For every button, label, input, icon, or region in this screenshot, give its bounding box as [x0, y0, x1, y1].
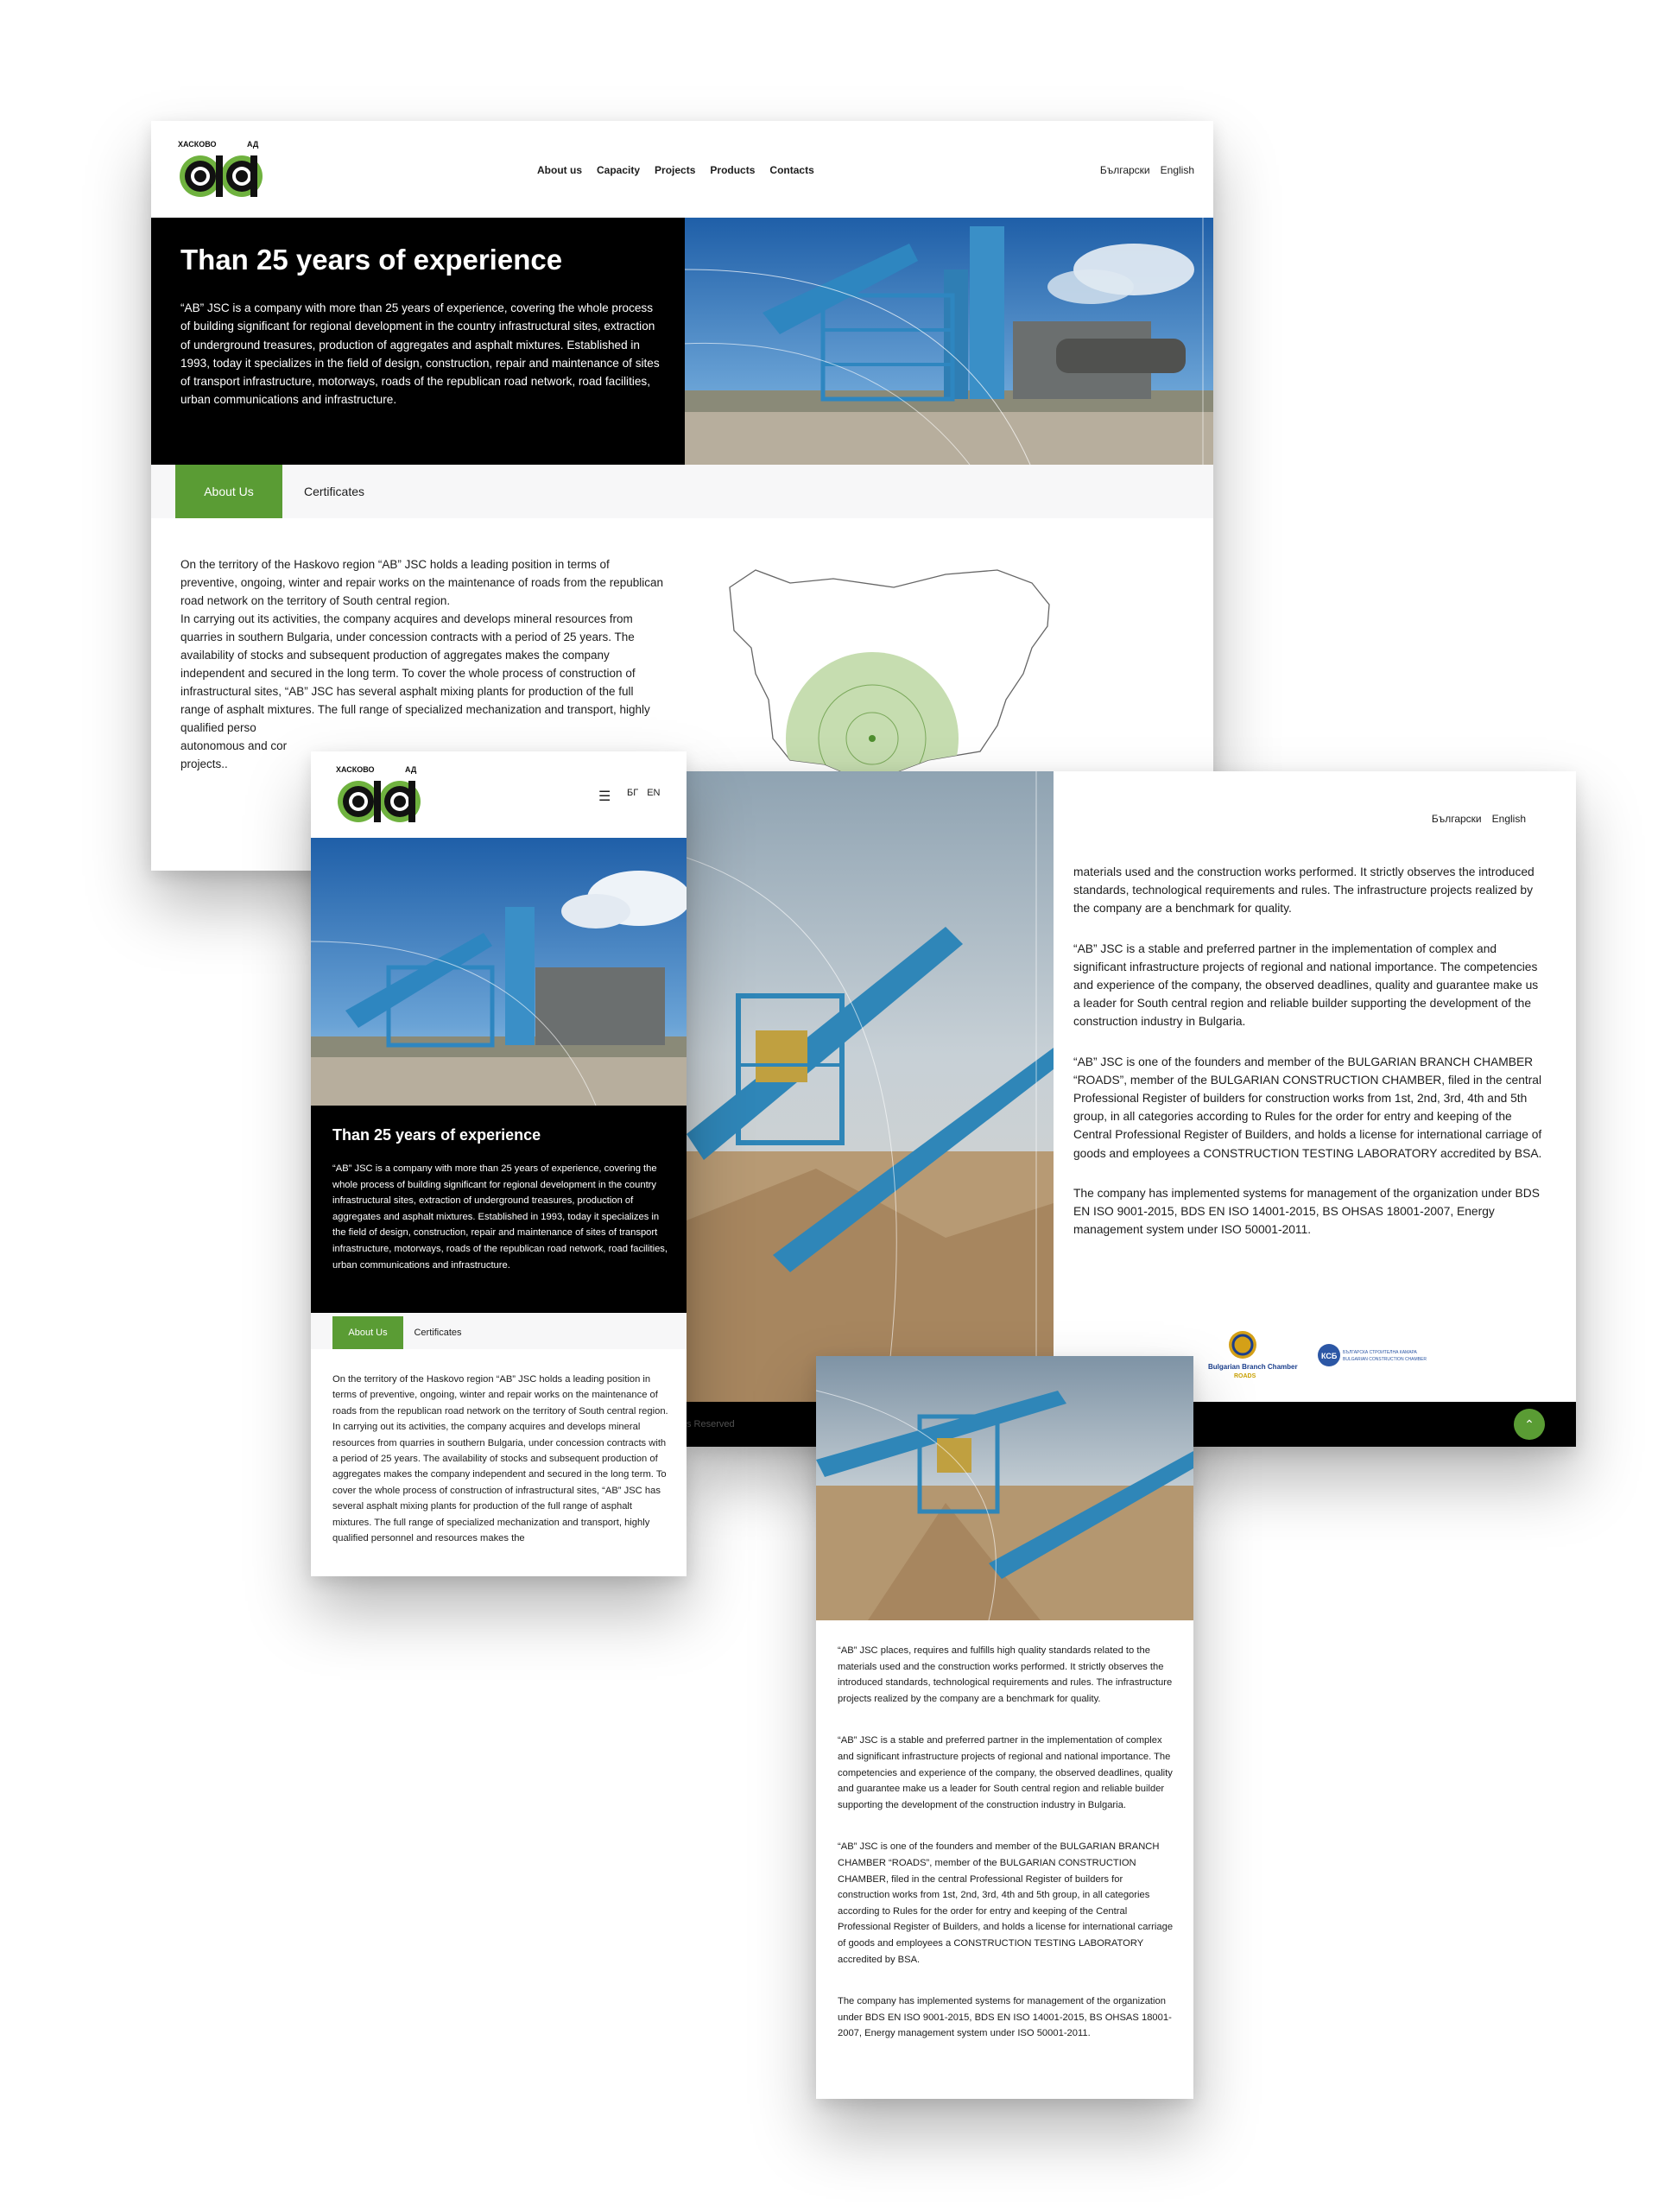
asphalt-plant-photo: [685, 218, 1213, 465]
mobile-header: [311, 751, 687, 838]
crusher-plant-photo: [687, 771, 1054, 1402]
copyright: s Reserved: [687, 1419, 735, 1429]
mobile-page-scrolled: [816, 1356, 1193, 2099]
back-to-top-button[interactable]: [1514, 1409, 1545, 1440]
lang-bg[interactable]: Български: [1431, 813, 1482, 825]
nav-about-us[interactable]: About us: [537, 164, 582, 176]
tab-about-us[interactable]: About Us: [332, 1316, 403, 1349]
paragraph: The company has implemented systems for management of the organization under BDS EN ISO 9001-2015, BDS EN ISO 14001-2015, BS OHSAS 18001-2007, Energy management system under ISO 50001-2011.: [1073, 1186, 1540, 1237]
svg-text:АД: АД: [247, 140, 259, 149]
lang-en[interactable]: English: [1491, 813, 1526, 825]
lang-bg[interactable]: БГ: [627, 788, 639, 798]
svg-text:ROADS: ROADS: [1234, 1373, 1256, 1379]
partner-logos: [1205, 1329, 1464, 1381]
hero-block-mobile: [311, 1106, 687, 1313]
hero-title: Than 25 years of experience: [332, 1126, 541, 1144]
asphalt-plant-photo: [311, 838, 687, 1106]
hero-text: “AB” JSC is a company with more than 25 years of experience, covering the whole process of building significant for regional development in the country infrastructural sites, extraction of underground treasures, production of aggregates and asphalt mixtures. Established in 1993, today it specializes in the field of design, construction, repair and maintenance of sites of transport infrastructure, motorways, roads of the republican road network, road facilities, urban communications and infrastructure.: [180, 301, 660, 407]
paragraph: materials used and the construction works performed. It strictly observes the introduced standards, technological requirements and rules. The infrastructure projects realized by the company are a benchmark for quality.: [1073, 865, 1535, 916]
lang-en[interactable]: English: [1160, 164, 1194, 176]
about-text: On the territory of the Haskovo region “AB” JSC holds a leading position in terms of preventive, ongoing, winter and repair works on the maintenance of roads from the republican road network on the territory of South central region. In carrying out its activities, the company acquires and develops mineral resources from quarries in southern Bulgaria, under concession contracts with a period of 25 years. The availability of stocks and subsequent production of aggregates makes the company independent and secured in the long term. To cover the whole process of construction of infrastructural sites, “AB” JSC has several asphalt mixing plants for production of the full range of asphalt mixtures. The full range of specialized mechanization and transport, highly qualified perso autonomous and cor projects..: [180, 558, 664, 770]
tabs-bar: [151, 465, 1213, 518]
paragraph: “AB” JSC is a stable and preferred partner in the implementation of complex and significant infrastructure projects of regional and national importance. The competencies and experience of the company, the observed deadlines, quality and guarantee make us a leader for South central region and reliable builder supporting the development of the construction industry in Bulgaria.: [838, 1735, 1173, 1810]
svg-text:ХАСКОВО: ХАСКОВО: [336, 765, 375, 774]
language-switch-right: [1432, 813, 1526, 825]
nav-contacts[interactable]: Contacts: [769, 164, 814, 176]
quality-text-mobile: [838, 1643, 1174, 2068]
language-switch: [1100, 164, 1194, 176]
paragraph: “AB” JSC is one of the founders and member of the BULGARIAN BRANCH CHAMBER “ROADS”, member of the BULGARIAN CONSTRUCTION CHAMBER, filed in the central Professional Register of builders for construction works from 1st, 2nd, 3rd, 4th and 5th group, in all categories according to Rules for the order for entry and keeping of the Central Professional Register of Builders, and holds a license for international carriage of goods and employees a CONSTRUCTION TESTING LABORATORY accredited by BSA.: [1073, 1055, 1542, 1160]
svg-text:БЪЛГАРСКА СТРОИТЕЛНА КАМАРА: БЪЛГАРСКА СТРОИТЕЛНА КАМАРА: [1343, 1350, 1417, 1355]
tab-certificates[interactable]: Certificates: [414, 1328, 462, 1338]
nav-projects[interactable]: Projects: [655, 164, 696, 176]
tab-certificates[interactable]: Certificates: [303, 485, 365, 498]
mobile-page: [311, 751, 687, 1576]
lang-bg[interactable]: Български: [1099, 164, 1150, 176]
hero-text: “AB” JSC is a company with more than 25 years of experience, covering the whole process of building significant for regional development in the country infrastructural sites, extraction of underground treasures, production of aggregates and asphalt mixtures. Established in 1993, today it specializes in the field of design, construction, repair and maintenance of sites of transport infrastructure, motorways, roads of the republican road network, road facilities, urban communications and infrastructure.: [332, 1163, 668, 1271]
svg-text:Bulgarian Branch Chamber: Bulgarian Branch Chamber: [1208, 1363, 1298, 1371]
desktop-page-scrolled: [687, 771, 1576, 1447]
roads-chamber-logo[interactable]: [1208, 1331, 1298, 1379]
nav-capacity[interactable]: Capacity: [597, 164, 641, 176]
crusher-plant-photo: [816, 1356, 1193, 1620]
chevron-up-icon: ⌃: [1524, 1417, 1535, 1431]
language-switch-mobile: [627, 788, 660, 798]
hero-block: [151, 218, 685, 465]
construction-chamber-logo[interactable]: [1318, 1344, 1427, 1366]
lang-en[interactable]: EN: [647, 788, 661, 798]
brand-logo[interactable]: [174, 138, 269, 205]
nav-products[interactable]: Products: [710, 164, 756, 176]
svg-text:BULGARIAN CONSTRUCTION CHAMBER: BULGARIAN CONSTRUCTION CHAMBER: [1343, 1357, 1427, 1362]
site-header: [151, 121, 1213, 218]
paragraph: The company has implemented systems for management of the organization under BDS EN ISO 9001-2015, BDS EN ISO 14001-2015, BS OHSAS 18001-2007, Energy management system under ISO 50001-2011.: [838, 1996, 1172, 2039]
paragraph: “AB” JSC is one of the founders and member of the BULGARIAN BRANCH CHAMBER “ROADS”, member of the BULGARIAN CONSTRUCTION CHAMBER, filed in the central Professional Register of builders for construction works from 1st, 2nd, 3rd, 4th and 5th group, in all categories according to Rules for the order for entry and keeping of the Central Professional Register of Builders, and holds a license for international carriage of goods and employees a CONSTRUCTION TESTING LABORATORY accredited by BSA.: [838, 1841, 1174, 1965]
svg-text:КСБ: КСБ: [1321, 1352, 1338, 1360]
paragraph: “AB” JSC places, requires and fulfills high quality standards related to the materials used and the construction works performed. It strictly observes the introduced standards, technological requirements and rules. The infrastructure projects realized by the company are a benchmark for quality.: [838, 1645, 1173, 1704]
brand-logo-mobile[interactable]: [332, 764, 427, 830]
paragraph: “AB” JSC is a stable and preferred partner in the implementation of complex and significant infrastructure projects of regional and national importance. The competencies and experience of the company, the observed deadlines, quality and guarantee make us a leader for South central region and reliable builder supporting the development of the construction industry in Bulgaria.: [1073, 941, 1539, 1029]
hero-title: Than 25 years of experience: [180, 244, 563, 276]
tab-about-us[interactable]: About Us: [175, 465, 282, 518]
svg-text:ХАСКОВО: ХАСКОВО: [178, 140, 217, 149]
tabs-bar-mobile: [311, 1313, 687, 1349]
svg-text:АД: АД: [405, 765, 417, 774]
quality-text: [1073, 863, 1544, 1260]
about-text-mobile: On the territory of the Haskovo region “AB” JSC holds a leading position in terms of preventive, ongoing, winter and repair works on the maintenance of roads from the republican road network on the territory of South central region. In carrying out its activities, the company acquires and develops mineral resources from quarries in southern Bulgaria, under concession contracts with a period of 25 years. The availability of stocks and subsequent production of aggregates makes the company independent and secured in the long term. To cover the whole process of construction of infrastructural sites, “AB” JSC has several asphalt mixing plants for production of the full range of asphalt mixtures. The full range of specialized mechanization and transport, highly qualified personnel and resources makes the: [332, 1374, 668, 1544]
hamburger-menu-icon[interactable]: ☰: [598, 789, 611, 804]
main-nav: [537, 164, 814, 176]
